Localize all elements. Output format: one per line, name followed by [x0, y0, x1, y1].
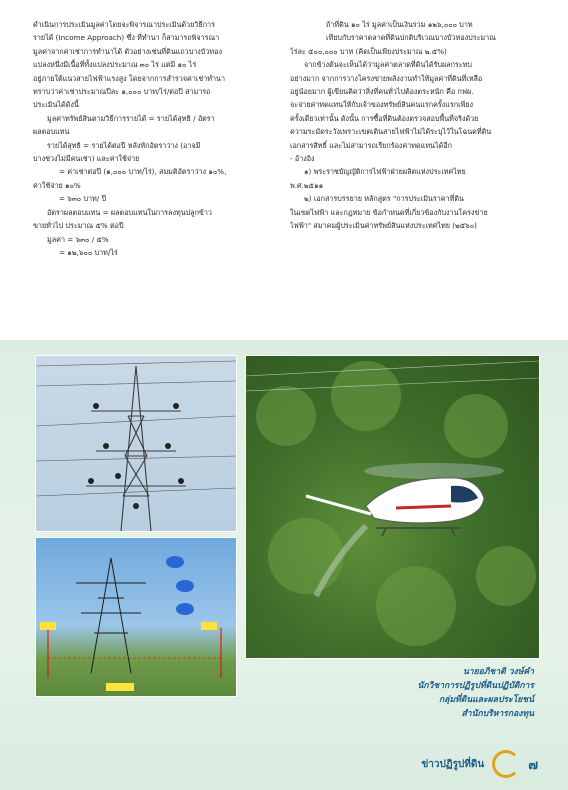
- author-office: สำนักบริหารกองทุน: [461, 709, 534, 719]
- paragraph-line: เทียบกับราคาตลาดที่ดินปกติบริเวณบางบัวทองประมาณ: [326, 33, 496, 43]
- diagram-label: [106, 683, 134, 691]
- paragraph-line: รายได้ (Income Approach) ซึ่ง ที่ทำนา ก็สามารถพิจารณา: [33, 33, 220, 43]
- paragraph-line: มูลค่าจากค่าเช่าการทำนาได้ ตัวอย่างเช่นที่ดินแถวบางบัวทอง: [33, 46, 222, 56]
- helicopter-photo: [245, 355, 540, 659]
- right-text-column: [290, 18, 538, 233]
- helicopter-illustration: [246, 356, 539, 658]
- author-caption: [417, 665, 534, 721]
- formula-line: ค่าใช้จ่าย ๑๐%: [33, 180, 81, 190]
- formula-line: มูลค่าทรัพย์สินตามวิธีการรายได้ = รายได้สุทธิ / อัตรา: [47, 113, 215, 123]
- left-text-column: [33, 18, 278, 259]
- diagram-callout: [176, 603, 194, 615]
- paragraph-line: ไร่ละ ๕๐๐,๐๐๐ บาท (คิดเป็นเพียงประมาณ ๒.๕%): [290, 46, 447, 56]
- paragraph-line: อยู่ภายใต้แนวสายไฟฟ้าแรงสูง โดยจากการสำรวจค่าเช่าทำนา: [33, 73, 225, 83]
- paragraph-line: เอกสารสิทธิ์ และไม่สามารถเรียกร้องค่าทดแทนได้อีก: [290, 140, 452, 150]
- formula-line: ขายทั่วไป ประมาณ ๕% ต่อปี: [33, 221, 124, 231]
- page-footer: [421, 750, 538, 778]
- paragraph-line: อยู่น้อยมาก ผู้เขียนคิดว่าสิ่งที่คนทั่วไปต้องตระหนัก คือ กฟผ.: [290, 87, 474, 97]
- paragraph-line: จะจ่ายค่าทดแทนให้กับเจ้าของทรัพย์สินคนแรกครั้งแรกเพียง: [290, 100, 474, 110]
- formula-line: = ค่าเช่าต่อปี (๑,๐๐๐ บาท/ไร่), สมมติอัตราว่าง ๑๐%,: [59, 167, 227, 177]
- paragraph-line: อย่างมาก จากการวางโครงข่ายพลังงานทำให้มูลค่าที่ดินที่เหลือ: [290, 73, 483, 83]
- reference-item: พ.ศ.๒๕๑๑: [290, 180, 324, 190]
- diagram-callout: [176, 580, 194, 592]
- reference-item: ๒) เอกสารบรรยาย หลักสูตร "การประเมินราคาที่ดิน: [304, 194, 464, 204]
- formula-line: รายได้สุทธิ = รายได้ต่อปี หลังหักอัตราว่าง (อาจมี: [47, 140, 201, 150]
- author-name: นายอภิชาติ วงษ์คำ: [462, 667, 534, 677]
- diagram-callout: [166, 556, 184, 568]
- formula-line: บางช่วงไม่มีคนเช่า) และค่าใช้จ่าย: [33, 154, 140, 164]
- reference-heading: - อ้างอิง: [290, 154, 315, 164]
- paragraph-line: แปลงหนึ่งมีเนื้อที่ทั้งแปลงประมาณ ๓๐ ไร่ แต่มี ๑๐ ไร่: [33, 60, 197, 70]
- tower-workers-photo: [35, 355, 237, 532]
- paragraph-line: ทราบว่าค่าเช่าประมาณปีละ ๑,๐๐๐ บาท/ไร่/ต่อปี สามารถ: [33, 87, 211, 97]
- paragraph-line: ครั้งเดียวเท่านั้น ดังนั้น การซื้อที่ดินต้องตรวจสอบพื้นที่จริงด้วย: [290, 113, 479, 123]
- diagram-label: [201, 622, 217, 630]
- formula-line: อัตราผลตอบแทน = ผลตอบแทนในการลงทุนปลูกข้าว: [47, 207, 212, 217]
- paragraph-line: จากข้างต้นจะเห็นได้ว่ามูลค่าตลาดที่ดินได้รับผลกระทบ: [304, 60, 472, 70]
- tower-diagram-illustration: [36, 538, 236, 696]
- reference-item: ๑) พระราชบัญญัติการไฟฟ้าฝ่ายผลิตแห่งประเทศไทย: [304, 167, 466, 177]
- paragraph-line: ความระมัดระวังเพราะเขตเดินสายไฟฟ้าไม่ได้ระบุไว้ในโฉนดที่ดิน: [290, 127, 492, 137]
- paragraph-line: ถ้าที่ดิน ๑๐ ไร่ มูลค่าเป็นเงินรวม ๑๒๖,๐๐๐ บาท: [326, 20, 473, 29]
- reference-item: ไฟฟ้า" สมาคมผู้ประเมินค่าทรัพย์สินแห่งประเทศไทย (๒๕๖๐): [290, 221, 477, 231]
- diagram-label: [40, 622, 56, 630]
- publication-name: ข่าวปฏิรูปที่ดิน: [421, 758, 485, 770]
- paragraph-line: ดำเนินการประเมินมูลค่าโดยจะพิจารณาประเมินด้วยวิธีการ: [33, 20, 215, 29]
- page-number: ๗: [528, 757, 538, 773]
- reference-item: ในเขตไฟฟ้า และกฎหมาย ข้อกำหนดที่เกี่ยวข้องกับงานโครงข่าย: [290, 207, 488, 217]
- formula-line: ผลตอบแทน: [33, 127, 70, 137]
- formula-line: มูลค่า = ๖๓๐ / ๕%: [47, 234, 109, 244]
- author-division: กลุ่มที่ดินและผลประโยชน์: [438, 695, 534, 705]
- tower-illustration: [36, 356, 236, 531]
- logo-swirl-icon: [492, 750, 520, 778]
- author-position: นักวิชาการปฏิรูปที่ดินปฏิบัติการ: [417, 681, 534, 691]
- formula-line: = ๑๒,๖๐๐ บาท/ไร่: [59, 247, 118, 257]
- paragraph-line: ประเมินได้ดังนี้: [33, 100, 79, 110]
- formula-line: = ๖๓๐ บาท/ ปี: [59, 194, 107, 204]
- tower-diagram-photo: [35, 537, 237, 697]
